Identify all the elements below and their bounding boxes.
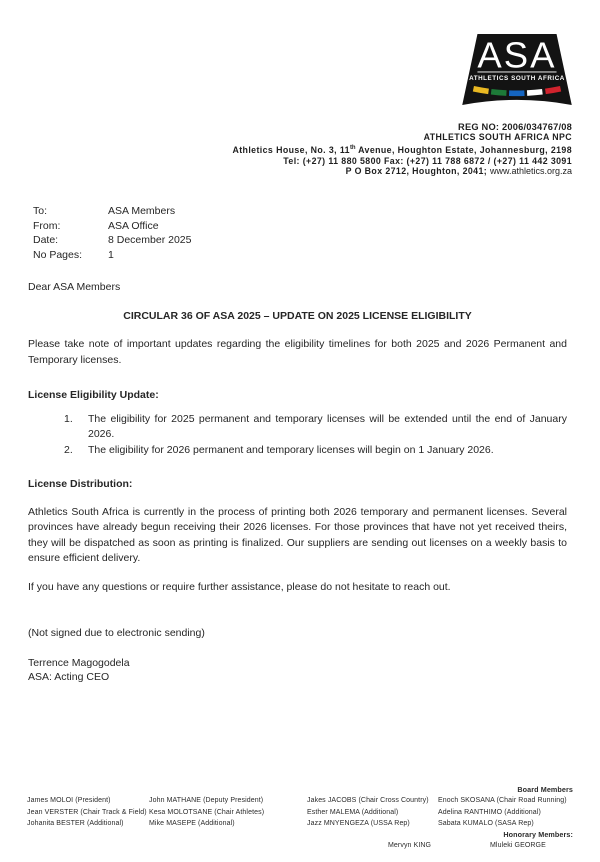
po-box-line: P O Box 2712, Houghton, 2041; www.athletics.org.za bbox=[345, 166, 572, 177]
meta-label-pages: No Pages: bbox=[33, 248, 83, 261]
list-item-2 bbox=[64, 443, 567, 459]
board-column-4 bbox=[438, 795, 573, 829]
address-ordinal-superscript: th bbox=[349, 144, 356, 151]
letterhead-contact-block bbox=[0, 122, 572, 177]
registration-number: REG NO: 2006/034767/08 bbox=[458, 121, 572, 132]
board-member-name: Jazz MNYENGEZA (USSA Rep) bbox=[307, 819, 410, 827]
board-member-name: Enoch SKOSANA (Chair Road Running) bbox=[438, 797, 567, 805]
meta-value-from: ASA Office bbox=[108, 219, 159, 232]
asa-logo-acronym: ASA bbox=[477, 34, 557, 76]
not-signed-note: (Not signed due to electronic sending) bbox=[28, 627, 205, 640]
memo-meta-block bbox=[33, 204, 567, 262]
intro-paragraph: Please take note of important updates regarding the eligibility timelines for both 2025 and 2026 Permanent and Temporary licenses. bbox=[28, 338, 567, 366]
meta-label-date: Date: bbox=[33, 234, 59, 247]
distribution-section-heading: License Distribution: bbox=[28, 478, 133, 491]
board-member-name: Jean VERSTER (Chair Track & Field) bbox=[27, 808, 147, 816]
honorary-member-name: Mluleki GEORGE bbox=[490, 842, 546, 850]
meta-value-pages: 1 bbox=[108, 248, 114, 261]
board-member-name: Jakes JACOBS (Chair Cross Country) bbox=[307, 797, 429, 805]
asa-logo bbox=[462, 34, 572, 113]
board-column-2 bbox=[149, 795, 307, 829]
letterhead bbox=[0, 0, 600, 177]
board-member-name: Sabata KUMALO (SASA Rep) bbox=[438, 819, 534, 827]
board-member-name: Johanita BESTER (Additional) bbox=[27, 819, 124, 827]
board-member-name: James MOLOI (President) bbox=[27, 797, 111, 805]
list-item-2-number: 2. bbox=[64, 443, 73, 456]
board-member-name: John MATHANE (Deputy President) bbox=[149, 797, 264, 805]
list-item-1-number: 1. bbox=[64, 412, 73, 425]
meta-row-to bbox=[33, 204, 567, 219]
address-line: Athletics House, No. 3, 11th Avenue, Houghton Estate, Johannesburg, 2198 bbox=[232, 144, 572, 155]
signatory-name: Terrence Magogodela bbox=[28, 656, 130, 669]
salutation: Dear ASA Members bbox=[28, 281, 121, 294]
board-column-3 bbox=[307, 795, 438, 829]
organisation-name: ATHLETICS SOUTH AFRICA NPC bbox=[423, 132, 572, 143]
letter-body bbox=[0, 204, 600, 685]
distribution-paragraph: Athletics South Africa is currently in the process of printing both 2026 temporary and permanent licenses. Several provinces have already begun receiving their 2026 licenses. For those provinces that have not yet received theirs, they will be dispatched as soon as printing is finalized. Our suppliers are sending out licenses on a weekly basis to ensure efficient delivery. bbox=[28, 505, 567, 565]
board-members-grid bbox=[27, 795, 573, 829]
meta-row-from bbox=[33, 219, 567, 234]
honorary-members-row bbox=[27, 840, 573, 851]
meta-value-to: ASA Members bbox=[108, 204, 176, 217]
website-link[interactable]: www.athletics.org.za bbox=[489, 166, 572, 177]
signatory-block bbox=[28, 656, 567, 685]
meta-row-date bbox=[33, 233, 567, 248]
list-item-1-text: The eligibility for 2025 permanent and temporary licenses will be extended until the end of January 2026. bbox=[88, 412, 567, 441]
meta-value-date: 8 December 2025 bbox=[108, 234, 192, 247]
board-column-1 bbox=[27, 795, 149, 829]
asa-logo-name-text: ATHLETICS SOUTH AFRICA bbox=[469, 75, 565, 83]
signatory-title: ASA: Acting CEO bbox=[28, 671, 110, 684]
honorary-member-name: Mervyn KING bbox=[388, 842, 432, 850]
list-item-2-text: The eligibility for 2026 permanent and temporary licenses will begin on 1 January 2026. bbox=[88, 443, 494, 456]
board-members-footer bbox=[27, 784, 573, 852]
tel-fax-line: Tel: (+27) 11 880 5800 Fax: (+27) 11 788 6872 / (+27) 11 442 3091 bbox=[283, 155, 572, 166]
subject-line: CIRCULAR 36 OF ASA 2025 – UPDATE ON 2025 LICENSE ELIGIBILITY bbox=[123, 309, 472, 322]
honorary-members-label: Honorary Members: bbox=[503, 830, 573, 840]
board-member-name: Mike MASEPE (Additional) bbox=[149, 819, 235, 827]
eligibility-list bbox=[28, 412, 567, 459]
board-members-label: Board Members bbox=[517, 785, 573, 794]
closing-paragraph: If you have any questions or require further assistance, please do not hesitate to reach out. bbox=[28, 580, 451, 593]
meta-row-pages bbox=[33, 248, 567, 263]
board-member-name: Kesa MOLOTSANE (Chair Athletes) bbox=[149, 808, 265, 816]
board-member-name: Esther MALEMA (Additional) bbox=[307, 808, 399, 816]
meta-label-from: From: bbox=[33, 219, 61, 232]
eligibility-section-heading: License Eligibility Update: bbox=[28, 389, 159, 402]
board-member-name: Adelina RANTHIMO (Additional) bbox=[438, 808, 541, 816]
asa-logo-divider-line bbox=[477, 72, 556, 73]
list-item-1 bbox=[64, 412, 567, 443]
meta-label-to: To: bbox=[33, 204, 48, 217]
